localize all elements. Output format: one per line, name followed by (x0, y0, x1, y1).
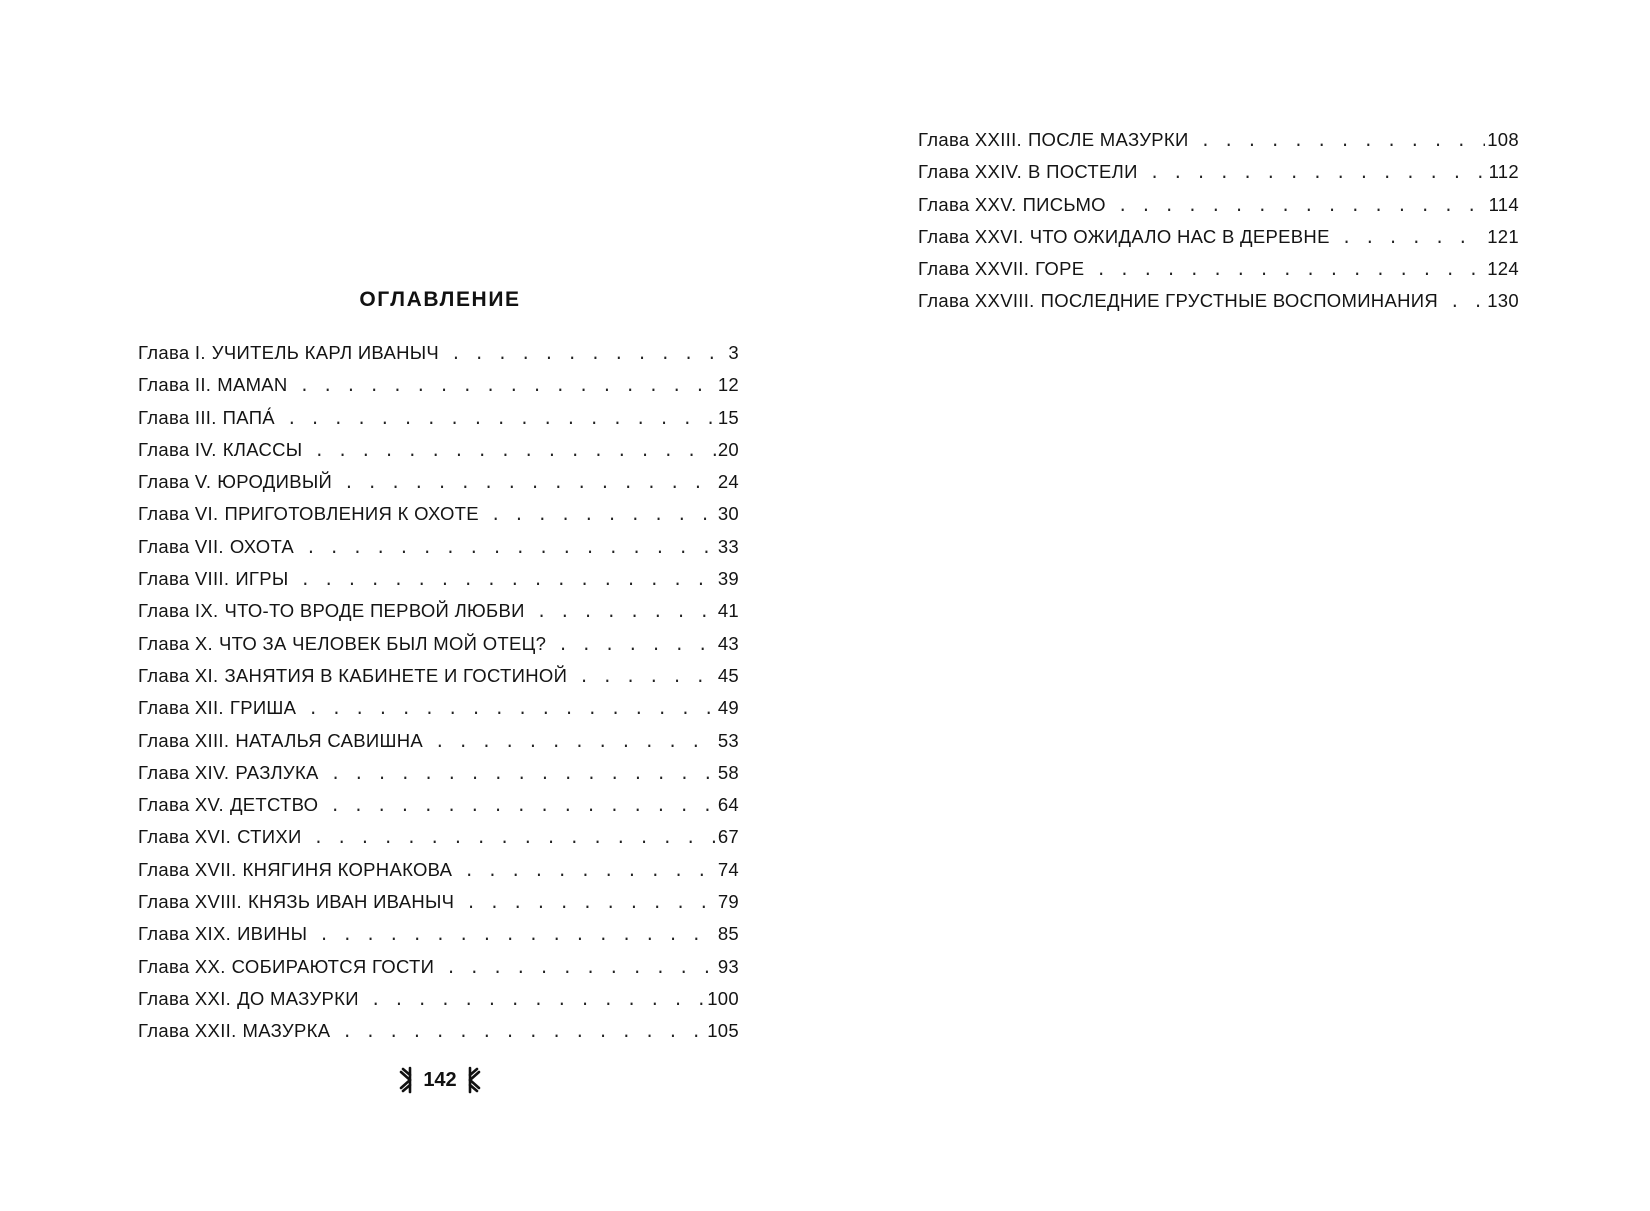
chapter-number: Глава XXVII. (918, 258, 1030, 280)
page-number: 39 (717, 568, 739, 590)
toc-entry[interactable] (138, 697, 739, 729)
dot-leader (330, 796, 715, 815)
chapter-number: Глава VI. (138, 503, 219, 525)
toc-entry[interactable] (138, 762, 739, 794)
toc-entry[interactable] (918, 161, 1519, 193)
page-number: 121 (1487, 225, 1519, 247)
dot-leader (314, 828, 716, 847)
chapter-title: ИГРЫ (235, 568, 289, 590)
chapter-title: КЛАССЫ (222, 438, 303, 460)
dot-leader (446, 958, 716, 977)
dot-leader (1342, 228, 1486, 247)
toc-entry[interactable] (138, 536, 739, 568)
chapter-title: СТИХИ (237, 826, 302, 848)
dot-leader (371, 990, 705, 1009)
page-number: 64 (717, 794, 739, 816)
page-number: 24 (717, 471, 739, 493)
toc-entry[interactable] (138, 1020, 739, 1052)
toc-entry[interactable] (918, 226, 1519, 258)
page-number: 41 (717, 600, 739, 622)
dot-leader (319, 925, 716, 944)
chapter-number: Глава XXVI. (918, 225, 1024, 247)
chapter-title: MAMAN (217, 374, 288, 396)
chapter-title: ДО МАЗУРКИ (237, 987, 359, 1009)
chapter-number: Глава XIX. (138, 923, 232, 945)
page-number: 114 (1488, 193, 1519, 215)
page-number: 79 (717, 891, 739, 913)
dot-leader (491, 505, 716, 524)
dot-leader (308, 699, 715, 718)
page-number: 105 (707, 1020, 739, 1042)
chapter-number: Глава XIII. (138, 729, 230, 751)
toc-entry[interactable] (138, 956, 739, 988)
dot-leader (344, 473, 716, 492)
chapter-title: ГРИША (229, 697, 297, 719)
chapter-number: Глава X. (138, 632, 213, 654)
chapter-title: ПИСЬМО (1022, 193, 1106, 215)
page-number: 85 (717, 923, 739, 945)
page-number: 58 (717, 761, 739, 783)
chapter-title: ПОСЛЕДНИЕ ГРУСТНЫЕ ВОСПОМИНАНИЯ (1040, 290, 1439, 312)
toc-list-right (918, 129, 1519, 323)
chapter-title: УЧИТЕЛЬ КАРЛ ИВАНЫЧ (211, 342, 440, 363)
toc-entry[interactable] (918, 194, 1519, 226)
chapter-number: Глава VII. (138, 535, 224, 557)
chapter-title: КНЯЗЬ ИВАН ИВАНЫЧ (247, 891, 455, 913)
chapter-number: Глава II. (138, 374, 212, 396)
folio-ornament-left-icon (399, 1066, 415, 1094)
dot-leader (558, 635, 716, 654)
chapter-number: Глава XVI. (138, 826, 232, 848)
page-title: ОГЛАВЛЕНИЕ (359, 288, 521, 311)
chapter-number: Глава XVII. (138, 858, 237, 880)
page-number: 43 (717, 632, 739, 654)
page-number: 33 (717, 535, 739, 557)
toc-entry[interactable] (138, 891, 739, 923)
chapter-number: Глава IX. (138, 600, 219, 622)
toc-entry[interactable] (138, 374, 739, 406)
chapter-title: СОБИРАЮТСЯ ГОСТИ (231, 955, 435, 977)
chapter-number: Глава XII. (138, 697, 224, 719)
dot-leader (435, 732, 716, 751)
toc-entry[interactable] (918, 258, 1519, 290)
toc-entry[interactable] (918, 290, 1519, 322)
page-folio (394, 1063, 486, 1097)
dot-leader (451, 344, 726, 363)
chapter-number: Глава XXIII. (918, 129, 1022, 150)
page-number: 15 (717, 406, 739, 428)
chapter-title: ОХОТА (229, 535, 295, 557)
chapter-title: ИВИНЫ (237, 923, 308, 945)
chapter-number: Глава XXVIII. (918, 290, 1035, 312)
toc-entry[interactable] (138, 471, 739, 503)
dot-leader (300, 376, 716, 395)
chapter-title: ЗАНЯТИЯ В КАБИНЕТЕ И ГОСТИНОЙ (224, 664, 568, 686)
dot-leader (1150, 163, 1487, 182)
dot-leader (1096, 260, 1485, 279)
dot-leader (314, 441, 715, 460)
page-number: 12 (717, 374, 739, 396)
toc-entry[interactable] (138, 988, 739, 1020)
chapter-title: МАЗУРКА (242, 1020, 331, 1042)
page-number: 112 (1488, 161, 1519, 183)
dot-leader (331, 764, 716, 783)
chapter-title: КНЯГИНЯ КОРНАКОВА (242, 858, 453, 880)
chapter-number: Глава VIII. (138, 568, 230, 590)
chapter-number: Глава XXI. (138, 987, 232, 1009)
chapter-title: ЧТО ОЖИДАЛО НАС В ДЕРЕВНЕ (1029, 225, 1330, 247)
page-number: 49 (717, 697, 739, 719)
page-number: 53 (717, 729, 739, 751)
page-number: 67 (717, 826, 739, 848)
page-number: 130 (1487, 290, 1519, 312)
toc-entry[interactable] (138, 568, 739, 600)
chapter-title: ПАПА́ (222, 406, 275, 428)
page-number: 124 (1487, 258, 1519, 280)
chapter-title: ПРИГОТОВЛЕНИЯ К ОХОТЕ (224, 503, 479, 525)
chapter-number: Глава XXIV. (918, 161, 1023, 183)
page-number: 30 (717, 503, 739, 525)
dot-leader (287, 409, 716, 428)
dot-leader (537, 602, 716, 621)
chapter-number: Глава IV. (138, 438, 217, 460)
toc-entry[interactable] (138, 665, 739, 697)
dot-leader (1118, 196, 1487, 215)
dot-leader (466, 893, 716, 912)
toc-entry[interactable] (138, 600, 739, 632)
dot-leader (464, 861, 716, 880)
chapter-number: Глава XXII. (138, 1020, 237, 1042)
dot-leader (342, 1022, 705, 1041)
page-number: 100 (707, 987, 739, 1009)
chapter-title: ПОСЛЕ МАЗУРКИ (1027, 129, 1189, 150)
toc-entry[interactable] (138, 503, 739, 535)
dot-leader (1450, 292, 1485, 311)
toc-list-left (138, 342, 739, 1053)
page-number: 93 (717, 955, 739, 977)
chapter-title: ЧТО ЗА ЧЕЛОВЕК БЫЛ МОЙ ОТЕЦ? (219, 632, 547, 654)
toc-entry[interactable] (918, 129, 1519, 161)
toc-entry[interactable] (138, 826, 739, 858)
folio-page-number: 142 (423, 1068, 457, 1091)
chapter-number: Глава XV. (138, 794, 224, 816)
dot-leader (301, 570, 716, 589)
chapter-title: ЧТО-ТО ВРОДЕ ПЕРВОЙ ЛЮБВИ (224, 600, 525, 622)
chapter-title: НАТАЛЬЯ САВИШНА (235, 729, 424, 751)
page-number: 45 (717, 664, 739, 686)
toc-entry[interactable] (138, 407, 739, 439)
toc-entry[interactable] (138, 730, 739, 762)
dot-leader (306, 538, 716, 557)
folio-ornament-right-icon (465, 1066, 481, 1094)
chapter-title: ЮРОДИВЫЙ (217, 471, 333, 493)
toc-entry[interactable] (138, 794, 739, 826)
chapter-number: Глава XX. (138, 955, 226, 977)
chapter-title: В ПОСТЕЛИ (1028, 161, 1138, 183)
dot-leader (1201, 131, 1486, 150)
chapter-number: Глава XXV. (918, 193, 1017, 215)
chapter-number: Глава XI. (138, 664, 219, 686)
chapter-number: Глава I. (138, 342, 206, 363)
toc-entry[interactable] (138, 859, 739, 891)
page-number: 20 (717, 438, 739, 460)
toc-entry[interactable] (138, 342, 739, 374)
chapter-number: Глава III. (138, 406, 217, 428)
chapter-title: ДЕТСТВО (229, 794, 319, 816)
page-number: 74 (717, 858, 739, 880)
page-number: 3 (728, 342, 739, 363)
toc-entry[interactable] (138, 439, 739, 471)
toc-entry[interactable] (138, 923, 739, 955)
chapter-title: РАЗЛУКА (235, 761, 319, 783)
chapter-title: ГОРЕ (1035, 258, 1085, 280)
chapter-number: Глава V. (138, 471, 212, 493)
toc-entry[interactable] (138, 633, 739, 665)
chapter-number: Глава XIV. (138, 761, 230, 783)
chapter-number: Глава XVIII. (138, 891, 242, 913)
dot-leader (579, 667, 716, 686)
page-number: 108 (1487, 129, 1519, 150)
